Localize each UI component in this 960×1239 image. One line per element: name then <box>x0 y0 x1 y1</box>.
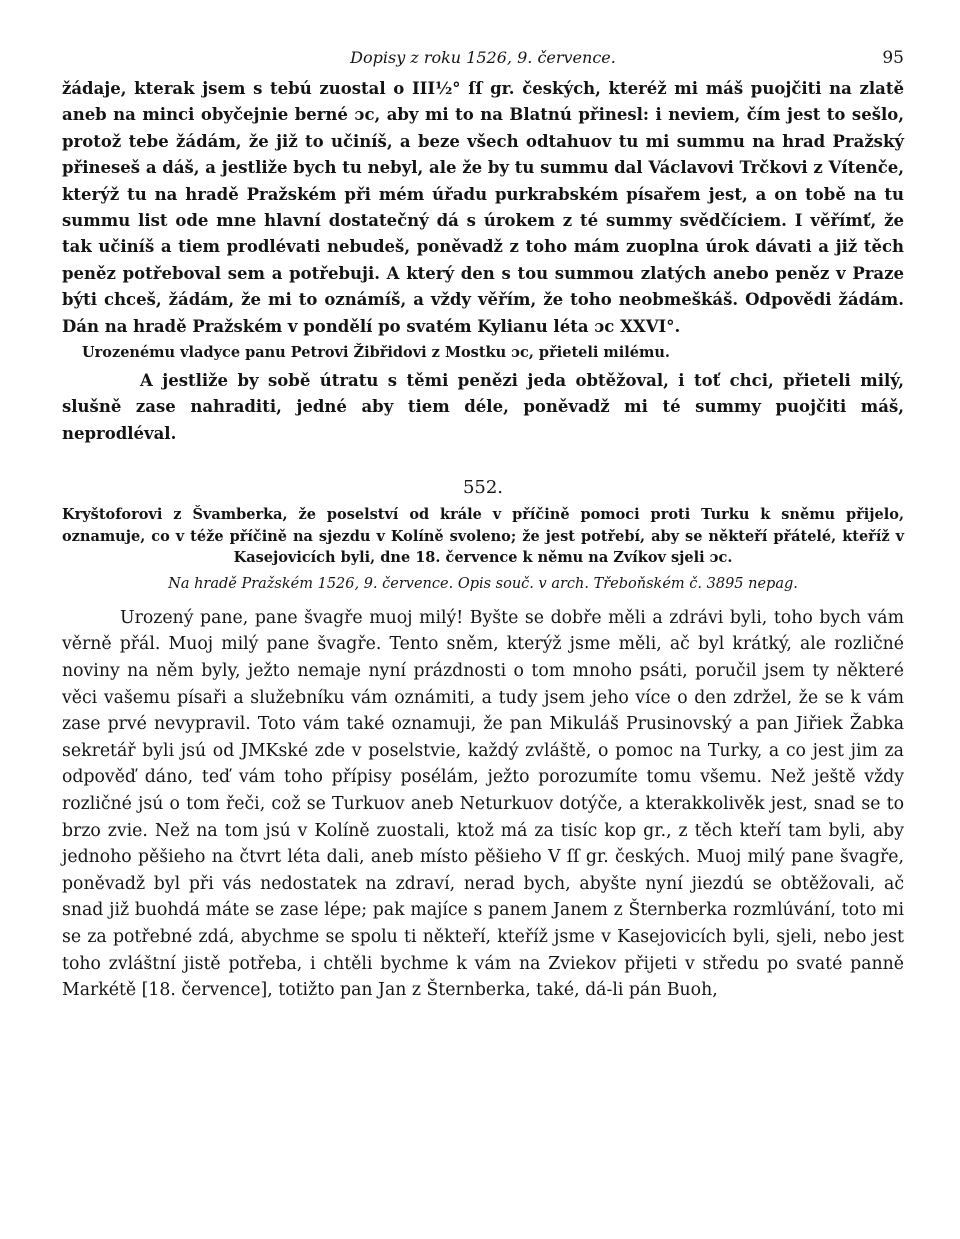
letter-address: Urozenému vladyce panu Petrovi Žibřidovi z Mostku ɔc, přieteli milému. <box>82 344 670 362</box>
letter-body: Urozený pane, pane švagře muoj milý! Byšte se dobře měli a zdrávi byli, toho bych vám věrně přál. Muoj milý pane švagře. Tento sněm, kterýž jsme měli, ač byl krátký, ale rozličné noviny na něm byly, ježto nemaje nyní prázdnosti o tom mnoho psáti, poručil jsem ty některé věci vašemu písaři a služebníku vám oznámiti, a tudy jsem jeho více o den zdržel, že se k vám zase prvé nevypravil. Toto vám také oznamuji, že pan Mikuláš Prusinovský a pan Jiřiek Žabka sekretář byli jsú od JMKské zde v poselstvie, každý zvláště, o pomoc na Turky, a co jest jim za odpověď dáno, teď vám toho přípisy posélám, ježto porozumíte tomu všemu. Než ještě vždy rozličné jsú o tom řeči, což se Turkuov aneb Neturkuov dotýče, a kterakkolivěk jest, snad se to brzo zvie. Než na tom jsú v Kolíně zuostali, ktož má za tisíc kop gr., z těch kteří tam byli, aby jednoho pěšieho na čtvrt léta dali, aneb místo pěšieho V ſſ gr. českých. Muoj milý pane švagře, poněvadž byl při vás nedostatek na zdraví, nerad bych, abyšte nyní jiezdú se obtěžovali, ač snad již buohdá máte se zase lépe; pak majíce s panem Janem z Šternberka rozmlúvání, toto mi se za potřebné zdá, abychme se spolu ti někteří, kteříž jsme v Kasejovicích byli, sjeli, nebo jest toho zvláštní jistě potřeba, i chtěli bychme k vám na Zviekov přijeti v středu po svaté panně Markétě [18. července], totižto pan Jan z Šternberka, také, dá-li pán Buoh, <box>62 607 904 1001</box>
letter-postscript: A jestliže by sobě útratu s těmi penězi jeda obtěžoval, i toť chci, přieteli milý, slušně zase nahraditi, jedné aby tiem déle, poněvadž mi té summy puojčiti máš, neprodléval. <box>62 371 904 443</box>
document-summary: Kryštoforovi z Švamberka, že poselství od krále v příčině pomoci proti Turku k sněmu přijelo, oznamuje, co v téže příčině na sjezdu v Kolíně svoleno; že jest potřebí, aby se někteří přátelé, kteříž v Kasejovicích byli, dne 18. července k němu na Zvíkov sjeli ɔc. <box>62 506 904 567</box>
running-title: Dopisy z roku 1526, 9. července. <box>350 48 616 67</box>
previous-letter-body: žádaje, kterak jsem s tebú zuostal o III½° ſſ gr. českých, kteréž mi máš puojčiti na zlatě aneb na minci obyčejnie berné ɔc, aby mi to na Blatnú přinesl: i neviem, čím jest to sešlo, protož tebe žádám, že již to učiníš, a beze všech odtahuov tu mi summu na hrad Pražský přineseš a dáš, a jestliže bych tu nebyl, ale že by tu summu dal Václavovi Trčkovi z Vítenče, kterýž tu na hradě Pražském při mém úřadu purkrabském písařem jest, a on tobě na tu summu list ode mne hlavní dostatečný dá s úrokem z té summy svědčíciem. I věřímť, že tak učiníš a tiem prodlévati nebudeš, poněvadž z toho mám zuoplna úrok dávati a již těch peněz potřeboval sem a potřebuji. A který den s tou summou zlatých anebo peněz v Praze býti chceš, žádám, že mi to oznámíš, a vždy věřím, že toho neobmeškáš. Odpovědi žádám. Dán na hradě Pražském v pondělí po svatém Kylianu léta ɔc XXVI°. <box>62 79 904 336</box>
page-header <box>62 44 904 76</box>
document-page <box>62 44 904 1004</box>
page-number: 95 <box>882 48 904 68</box>
source-note: Na hradě Pražském 1526, 9. července. Opis souč. v arch. Třeboňském č. 3895 nepag. <box>168 575 798 592</box>
document-number: 552. <box>462 477 504 499</box>
